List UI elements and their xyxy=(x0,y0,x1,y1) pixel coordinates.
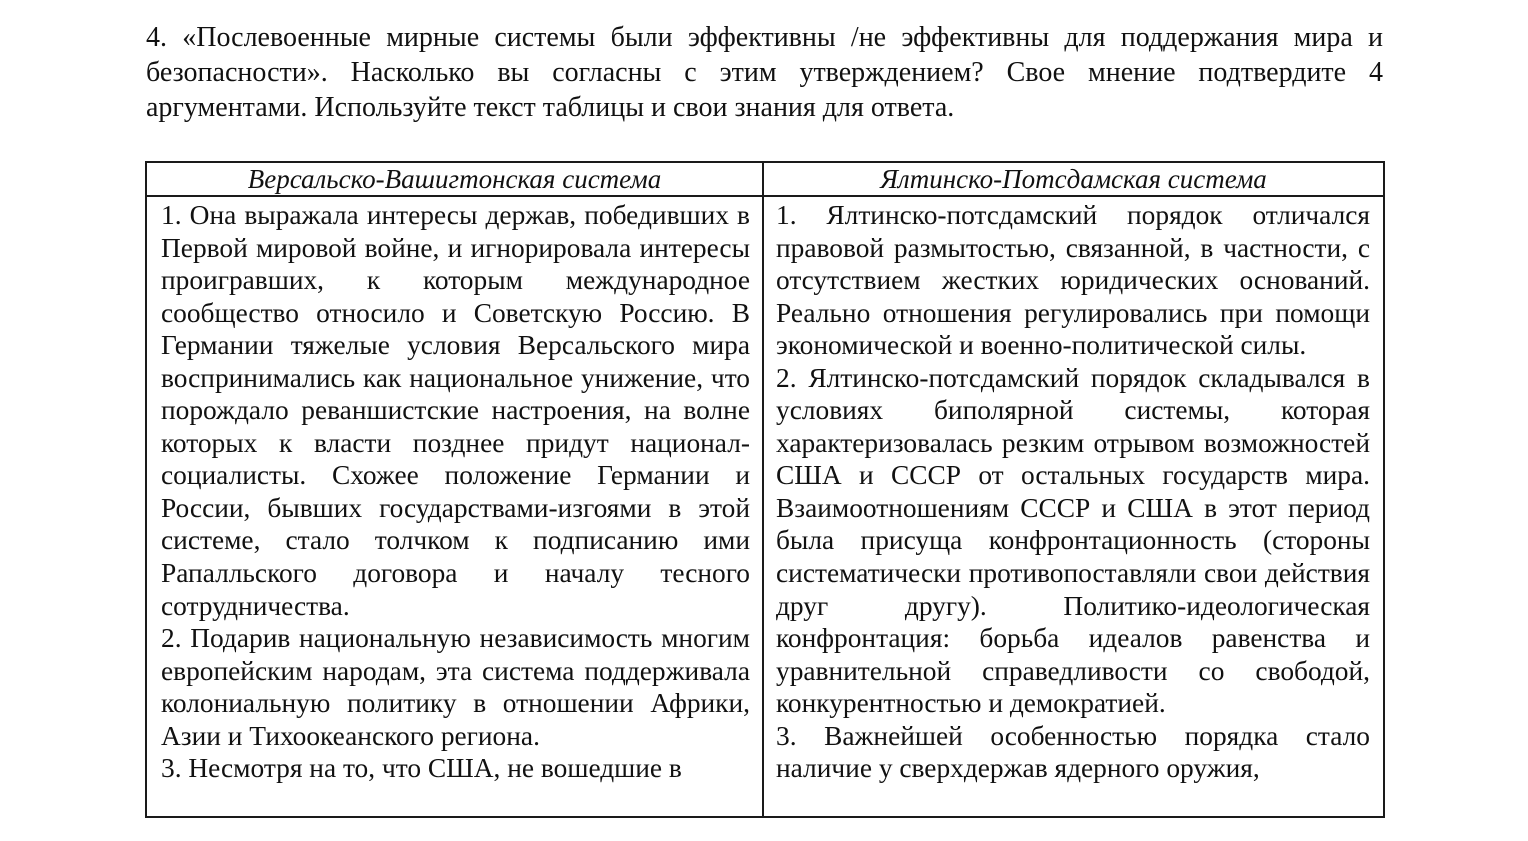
yalta-text xyxy=(764,197,1383,816)
table-row xyxy=(146,196,1384,817)
yalta-point-2: 2. Ялтинско-потсдамский порядок складывался в условиях биполярной системы, которая характеризовалась резким отрывом возможностей США и СССР от остальных государств мира. Взаимоотношениям СССР и США в этот период была присуща конфронтационность (стороны систематически противопоставляли свои действия друг другу). Политико-идеологическая конфронтация: борьба идеалов равенства и уравнительной справедливости со свободой, конкурентностью и демократией. xyxy=(776,362,1370,719)
yalta-point-1: 1. Ялтинско-потсдамский порядок отличался правовой размытостью, связанной, в частности, с отсутствием жестких юридических оснований. Реально отношения регулировались при помощи экономической и военно-политической силы. xyxy=(776,200,1370,361)
versailles-point-1: 1. Она выражала интересы держав, победивших в Первой мировой войне, и игнорировала интересы проигравших, к которым международное сообщество относило и Советскую Россию. В Германии тяжелые условия Версальского мира воспринимались как национальное унижение, что порождало реваншистские настроения, на волне которых к власти позднее придут национал-социалисты. Схожее положение Германии и России, бывших государствами-изгоями в этой системе, стало толчком к подписанию ими Рапалльского договора и началу тесного сотрудничества. xyxy=(161,200,750,621)
versailles-column-cell xyxy=(146,196,763,817)
yalta-point-3: 3. Важнейшей особенностью порядка стало наличие у сверхдержав ядерного оружия, xyxy=(776,720,1370,784)
task-statement: 4. «Послевоенные мирные системы были эффективны /не эффективны для поддержания мира и безопасности». Насколько вы согласны с этим утверждением? Свое мнение подтвердите 4 аргументами. Используйте текст таблицы и свои знания для ответа. xyxy=(146,22,1383,123)
versailles-point-3: 3. Несмотря на то, что США, не вошедшие в xyxy=(161,753,682,784)
versailles-point-2: 2. Подарив национальную независимость многим европейским народам, эта система поддерживала колониальную политику в отношении Африки, Азии и Тихоокеанского региона. xyxy=(161,623,750,751)
yalta-column-cell xyxy=(763,196,1384,817)
table-header-row xyxy=(146,162,1384,196)
header-yalta-potsdam: Ялтинско-Потсдамская система xyxy=(763,162,1384,196)
header-versailles-washington: Версальско-Вашигтонская система xyxy=(146,162,763,196)
versailles-text xyxy=(147,197,762,816)
comparison-table xyxy=(145,161,1385,818)
